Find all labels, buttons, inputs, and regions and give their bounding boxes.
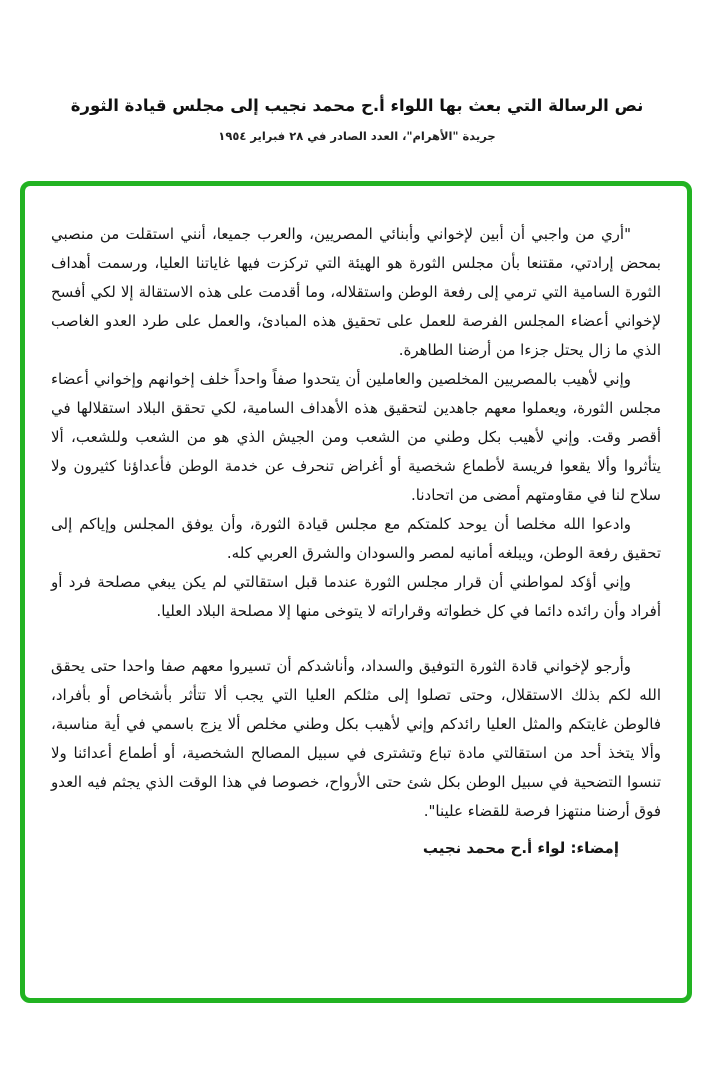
letter-paragraph-4: وإني أؤكد لمواطني أن قرار مجلس الثورة عندما قبل استقالتي لم يكن يبغي مصلحة فرد أو أفراد وأن رائده دائما في كل خطواته وقراراته لا يتوخى منها إلا مصلحة البلاد العليا. [51,573,661,620]
letter-paragraph-5: وأرجو لإخواني قادة الثورة التوفيق والسداد، وأناشدكم أن تسيروا معهم صفا واحدا حتى يحقق الله لكم بذلك الاستقلال، وحتى تصلوا إلى مثلكم العليا التي يجب ألا تتأثر بأشخاص أو بأفراد، فالوطن غايتكم والمثل العليا رائدكم وإني لأهيب بكل وطني مخلص ألا يزج باسمي في أية مناسبة، وألا يتخذ أحد من استقالتي مادة تباع وتشترى في سبيل المصالح الشخصية، أو أطماع أعدائنا ولا تنسوا التضحية في سبيل الوطن بكل شئ حتى الأرواح، خصوصا في هذا الوقت الذي يجثم فيه العدو فوق أرضنا منتهزا فرصة للقضاء علينا". [51,657,661,820]
signature-line: إمضاء: لواء أ.ح محمد نجيب [422,839,619,857]
letter-paragraph-3: وادعوا الله مخلصا أن يوحد كلمتكم مع مجلس قيادة الثورة، وأن يوفق المجلس وإياكم إلى تحقيق رفعة الوطن، ويبلغه أمانيه لمصر والسودان والشرق العربي كله. [51,515,661,562]
document-header [0,0,714,143]
letter-body-text [25,186,687,883]
letter-green-frame [20,181,692,1003]
letter-paragraph-2: وإني لأهيب بالمصريين المخلصين والعاملين أن يتحدوا صفاً واحداً خلف إخوانهم وإخواني أعضاء مجلس الثورة، ويعملوا معهم جاهدين لتحقيق هذه الأهداف السامية، لكي تحقق البلاد استقلالها في أقصر وقت. وإني لأهيب بكل وطني من الشعب ومن الجيش الذي هو من الشعب وللشعب، ألا يتأثروا وألا يقعوا فريسة لأطماع شخصية أو أغراض تنحرف عن خدمة الوطن فأعداؤنا كثيرون ولا سلاح لنا في مقاومتهم أمضى من اتحادنا. [51,370,661,504]
document-subtitle: جريدة "الأهرام"، العدد الصادر في ٢٨ فبراير ١٩٥٤ [218,129,496,143]
document-title: نص الرسالة التي بعث بها اللواء أ.ح محمد نجيب إلى مجلس قيادة الثورة [70,96,644,115]
letter-paragraph-1: "أري من واجبي أن أبين لإخواني وأبنائي المصريين، والعرب جميعا، أنني استقلت من منصبي بمحض إرادتي، مقتنعا بأن مجلس الثورة هو الهيئة التي تركزت فيها غاياتنا العليا، ورسمت أهداف الثورة السامية التي ترمي إلى رفعة الوطن واستقلاله، وما أقدمت على هذه الاستقالة إلا لكي أفسح لإخواني أعضاء المجلس الفرصة للعمل على تحقيق هذه المبادئ، والعمل على طرد العدو الغاصب الذي ما زال يحتل جزءا من أرضنا الطاهرة. [51,225,661,359]
